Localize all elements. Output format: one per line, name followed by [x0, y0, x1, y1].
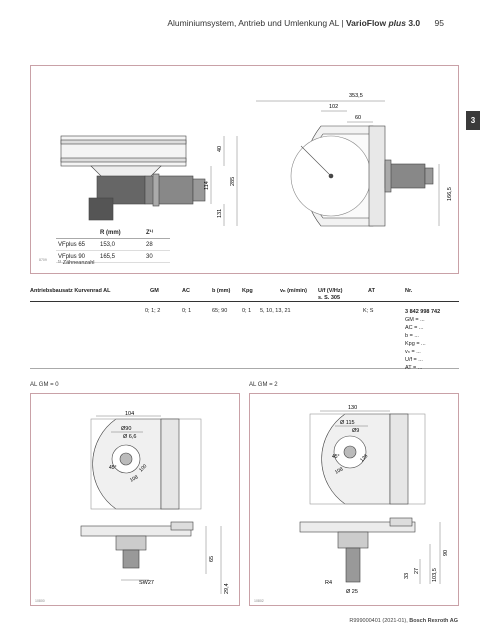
dim-285: 285: [230, 176, 236, 186]
dim-90-right: 90: [443, 549, 449, 556]
dim-27: 27: [414, 567, 420, 574]
dim-108-right: 108: [334, 466, 345, 476]
col-title: Antriebsbausatz Kurvenrad AL: [30, 288, 111, 294]
right-technical-drawing: [250, 394, 460, 607]
dim-29-4: 29,4: [224, 583, 230, 594]
dim-166: 166,5: [447, 187, 453, 201]
dim-100: 100: [138, 463, 149, 474]
dim-108: 108: [129, 474, 140, 484]
dim-25: Ø 25: [346, 589, 358, 595]
image-id: 8709: [39, 258, 47, 262]
dim-65: 65: [209, 555, 215, 562]
col-at: AT: [368, 288, 375, 294]
panel-left: [30, 393, 240, 606]
radius-header-z: Z¹⁾: [144, 227, 170, 239]
order-table: [30, 288, 459, 369]
dim-353: 353,5: [349, 93, 363, 99]
order-table-header: [30, 288, 459, 302]
order-number: 3 842 998 742: [405, 309, 441, 315]
image-id: 10800: [35, 599, 45, 603]
col-uf-ref: s. S. 305: [318, 295, 341, 301]
col-b: b (mm): [212, 288, 231, 294]
footnote: ¹⁾ Zähneanzahl: [58, 260, 95, 266]
dim-45: 45°: [109, 465, 117, 471]
footer-doc: R999000401 (2021-01),: [349, 618, 410, 624]
table-row: 0; 1; 2 0; 1 65; 90 0; 1 5, 10, 13, 21 K; S 3 842 998 742 GM = ... AC = ... b = ... Kpg = ... vₙ = ... U/f = ... AT = ...: [30, 302, 459, 369]
footer-company: Bosch Rexroth AG: [409, 618, 458, 624]
caption-right: AL GM = 2: [249, 382, 278, 388]
dim-103-5: 103,5: [432, 568, 438, 582]
page-footer: [349, 618, 458, 624]
dim-114: 114: [204, 181, 210, 190]
panel-right: [249, 393, 459, 606]
dim-104: 104: [125, 411, 135, 417]
dim-90: Ø90: [121, 426, 132, 432]
dim-60: 60: [355, 115, 362, 121]
dim-9: Ø9: [352, 428, 360, 434]
dim-40: 40: [217, 145, 223, 152]
dim-45-right: 45°: [332, 454, 340, 460]
dim-6-6: Ø 6,6: [123, 434, 137, 440]
radius-header-blank: [56, 227, 98, 239]
order-number-block: 3 842 998 742 GM = ... AC = ... b = ... Kpg = ... vₙ = ... U/f = ... AT = ...: [405, 309, 441, 371]
dim-126: 126: [359, 453, 370, 464]
page-header: [167, 18, 444, 28]
col-nr: Nr.: [405, 288, 413, 294]
dim-131: 131: [217, 208, 223, 218]
dim-115: Ø 115: [340, 420, 355, 426]
radius-header-r: R (mm): [98, 227, 144, 239]
col-vn: vₙ (m/min): [280, 288, 307, 294]
dim-33: 33: [404, 572, 410, 579]
dim-102: 102: [329, 104, 339, 110]
header-brand: VarioFlow plus 3.0: [345, 18, 421, 28]
caption-left: AL GM = 0: [30, 382, 59, 388]
dim-r4: R4: [325, 580, 333, 586]
col-uf: U/f (V/Hz): [318, 288, 343, 294]
col-ac: AC: [182, 288, 190, 294]
table-row: VFplus 65 153,0 28: [56, 239, 170, 251]
table-row: VFplus 90 165,5 30: [56, 251, 170, 263]
header-title: Aluminiumsystem, Antrieb und Umlenkung AL |: [167, 18, 346, 28]
dim-130: 130: [348, 405, 358, 411]
image-id: 10802: [254, 599, 264, 603]
radius-table: [56, 227, 170, 263]
chapter-tab: 3: [466, 111, 480, 130]
page-number: 95: [434, 18, 444, 28]
left-technical-drawing: [31, 394, 241, 607]
col-kpg: Kpg: [242, 288, 253, 294]
col-gm: GM: [150, 288, 159, 294]
dim-sw27: SW27: [139, 580, 154, 586]
